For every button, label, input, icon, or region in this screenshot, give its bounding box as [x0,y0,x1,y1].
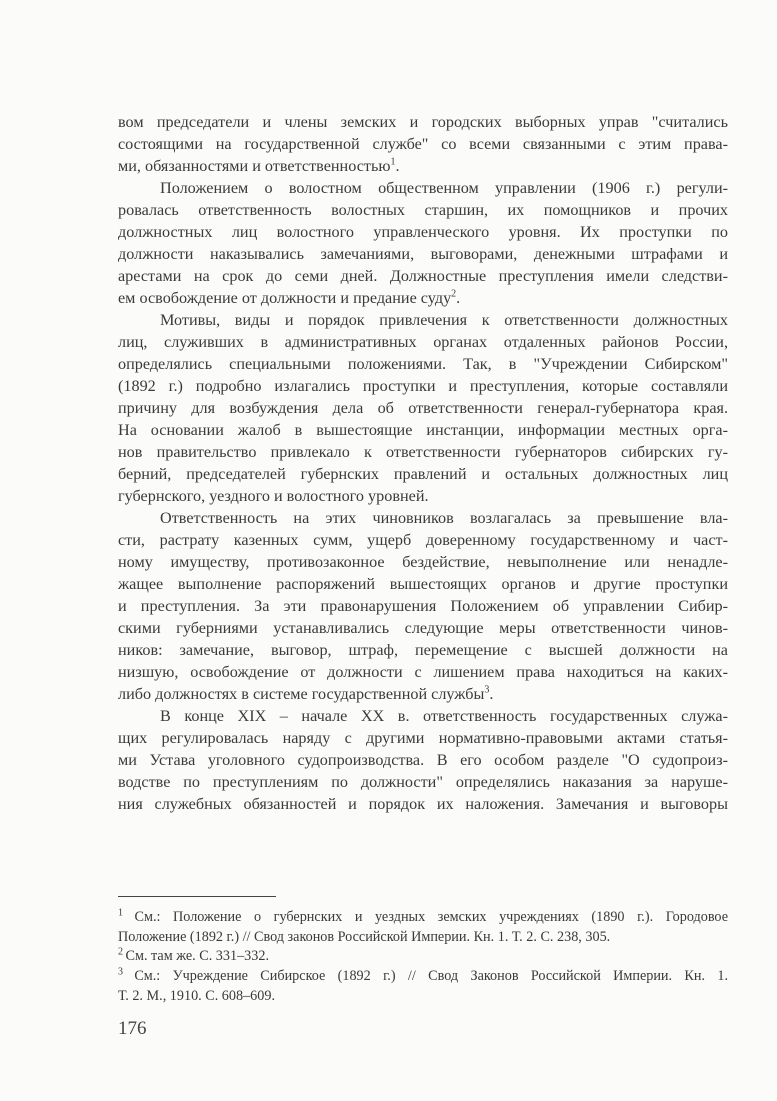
text-line: Положением о волостном общественном управлении (1906 г.) регули- [160,179,728,197]
body-text [118,111,728,815]
text-line: берний, председателей губернских правлений и остальных должностных лиц [118,465,728,483]
text-line: определялись специальными положениями. Так, в "Учреждении Сибирском" [118,355,728,373]
footnote-divider [118,896,276,897]
text-line: губернского, уездного и волостного уровней. [118,487,429,505]
text-line: и преступления. За эти правонарушения Положением об управлении Сибир- [118,597,728,615]
text-line: нов правительство привлекало к ответственности губернаторов сибирских гу- [118,443,728,461]
text-line: причину для возбуждения дела об ответственности генерал-губернатора края. [118,399,728,417]
text-line: сти, растрату казенных сумм, ущерб доверенному государственному и част- [118,531,728,549]
text-line: ми Устава уголовного судопроизводства. В его особом разделе "О судопроиз- [118,751,728,769]
footnote-number: 2 [118,946,126,958]
text-line: должности наказывались замечаниями, выговорами, денежными штрафами и [118,245,728,263]
text-line: состоящими на государственной службе" со всеми связанными с этим права- [118,135,728,153]
paragraph [118,111,728,177]
footnote-line: Т. 2. М., 1910. С. 608–609. [118,987,276,1004]
text-line: арестами на срок до семи дней. Должностные преступления имели следстви- [118,267,728,285]
footnote [118,947,728,967]
footnote-line: $^3$ См.: Учреждение Сибирское (1892 г.) // Свод Законов Российской Империи. Кн. 1. [118,966,729,985]
text-line: ния служебных обязанностей и порядок их наложения. Замечания и выговоры [118,795,728,813]
footnote-number: 3 [118,966,135,978]
footnote-line: Положение (1892 г.) // Свод законов Российской Империи. Кн. 1. Т. 2. С. 238, 305. [118,928,611,945]
footnote-number: 1 [118,907,135,919]
footnote-ref: 3 [484,684,490,696]
text-line: должностных лиц волостного управленческого уровня. Их проступки по [118,223,728,241]
text-line: лиц, служивших в административных органах отдаленных районов России, [118,333,728,351]
paragraph [118,177,728,309]
footnotes [118,908,728,1007]
text-line: ному имуществу, противозаконное бездействие, невыполнение или ненадле- [118,553,728,571]
text-line: На основании жалоб в вышестоящие инстанции, информации местных орга- [118,421,728,439]
footnote-line: $^1$ См.: Положение о губернских и уездных земских учреждениях (1890 г.). Городовое [118,907,728,925]
text-line: ми, обязанностями и ответственностью$^1$. [118,156,400,175]
paragraph [118,309,728,507]
paragraph [118,705,728,815]
footnote-ref: 2 [451,288,457,300]
text-line: жащее выполнение распоряжений вышестоящих органов и другие проступки [118,575,728,593]
text-line: Ответственность на этих чиновников возлагалась за превышение вла- [160,509,728,527]
text-line: водстве по преступлениям по должности" определялись наказания за наруше- [118,773,728,791]
text-line: (1892 г.) подробно излагались проступки и преступления, которые составляли [118,377,728,395]
footnote-ref: 1 [390,156,396,168]
text-line: щих регулировалась наряду с другими нормативно-правовыми актами статья- [118,729,728,747]
footnote-line: $^2$ См. там же. С. 331–332. [118,946,269,965]
text-line: ем освобождение от должности и предание суду$^2$. [118,288,461,307]
text-line: вом председатели и члены земских и городских выборных управ "считались [118,113,728,131]
footnote [118,967,728,1006]
text-line: скими губерниями устанавливались следующие меры ответственности чинов- [118,619,728,637]
text-line: Мотивы, виды и порядок привлечения к ответственности должностных [160,311,728,329]
page-number: 176 [118,1018,147,1039]
footnote [118,908,728,947]
paragraph [118,507,728,705]
text-line: ровалась ответственность волостных старшин, их помощников и прочих [118,201,728,219]
text-line: либо должностях в системе государственной службы$^3$. [118,684,494,703]
text-line: низшую, освобождение от должности с лишением права находиться на каких- [118,663,728,681]
text-line: ников: замечание, выговор, штраф, перемещение с высшей должности на [118,641,728,659]
text-line: В конце XIX – начале XX в. ответственность государственных служа- [160,707,728,725]
